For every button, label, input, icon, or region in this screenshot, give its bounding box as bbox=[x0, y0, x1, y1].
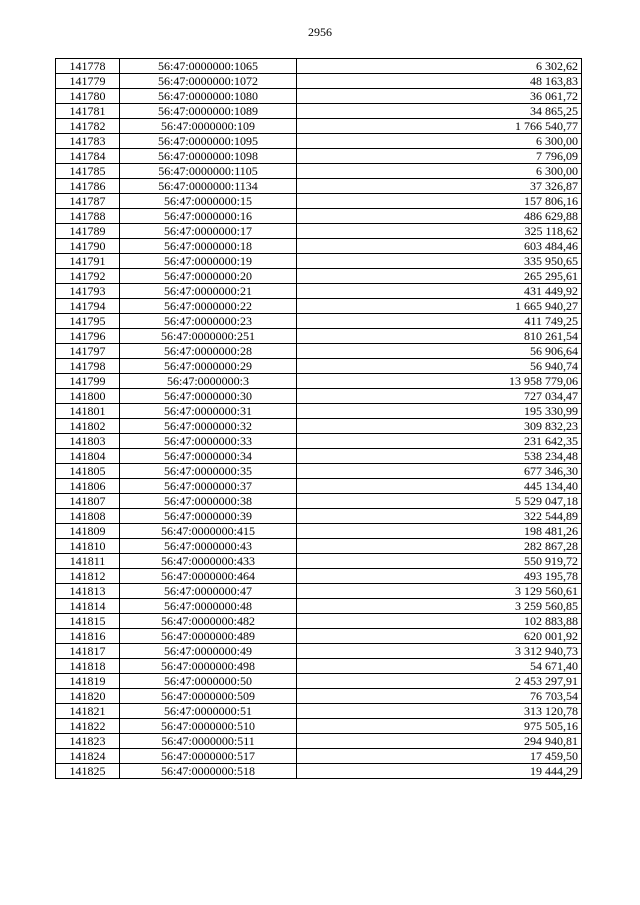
cadastral-number-cell: 56:47:0000000:1095 bbox=[120, 134, 297, 149]
row-number-cell: 141822 bbox=[56, 719, 120, 734]
cadastral-number-cell: 56:47:0000000:517 bbox=[120, 749, 297, 764]
cadastral-number-cell: 56:47:0000000:1089 bbox=[120, 104, 297, 119]
row-number-cell: 141801 bbox=[56, 404, 120, 419]
table-row bbox=[56, 389, 582, 404]
table-row bbox=[56, 224, 582, 239]
value-cell: 294 940,81 bbox=[297, 734, 582, 749]
table-row bbox=[56, 134, 582, 149]
row-number-cell: 141794 bbox=[56, 299, 120, 314]
cadastral-number-cell: 56:47:0000000:489 bbox=[120, 629, 297, 644]
page-number: 2956 bbox=[308, 25, 332, 39]
value-cell: 3 259 560,85 bbox=[297, 599, 582, 614]
row-number-cell: 141797 bbox=[56, 344, 120, 359]
cadastral-number-cell: 56:47:0000000:29 bbox=[120, 359, 297, 374]
table-row bbox=[56, 434, 582, 449]
value-cell: 322 544,89 bbox=[297, 509, 582, 524]
row-number-cell: 141814 bbox=[56, 599, 120, 614]
row-number-cell: 141806 bbox=[56, 479, 120, 494]
value-cell: 54 671,40 bbox=[297, 659, 582, 674]
row-number-cell: 141804 bbox=[56, 449, 120, 464]
value-cell: 3 129 560,61 bbox=[297, 584, 582, 599]
cadastral-number-cell: 56:47:0000000:23 bbox=[120, 314, 297, 329]
table-row bbox=[56, 59, 582, 74]
row-number-cell: 141793 bbox=[56, 284, 120, 299]
row-number-cell: 141820 bbox=[56, 689, 120, 704]
row-number-cell: 141785 bbox=[56, 164, 120, 179]
value-cell: 157 806,16 bbox=[297, 194, 582, 209]
row-number-cell: 141791 bbox=[56, 254, 120, 269]
value-cell: 493 195,78 bbox=[297, 569, 582, 584]
cadastral-number-cell: 56:47:0000000:498 bbox=[120, 659, 297, 674]
value-cell: 5 529 047,18 bbox=[297, 494, 582, 509]
value-cell: 13 958 779,06 bbox=[297, 374, 582, 389]
value-cell: 195 330,99 bbox=[297, 404, 582, 419]
cadastral-number-cell: 56:47:0000000:509 bbox=[120, 689, 297, 704]
value-cell: 6 300,00 bbox=[297, 164, 582, 179]
row-number-cell: 141781 bbox=[56, 104, 120, 119]
cadastral-number-cell: 56:47:0000000:1072 bbox=[120, 74, 297, 89]
value-cell: 3 312 940,73 bbox=[297, 644, 582, 659]
value-cell: 2 453 297,91 bbox=[297, 674, 582, 689]
cadastral-number-cell: 56:47:0000000:109 bbox=[120, 119, 297, 134]
row-number-cell: 141823 bbox=[56, 734, 120, 749]
value-cell: 727 034,47 bbox=[297, 389, 582, 404]
row-number-cell: 141796 bbox=[56, 329, 120, 344]
cadastral-number-cell: 56:47:0000000:38 bbox=[120, 494, 297, 509]
cadastral-number-cell: 56:47:0000000:20 bbox=[120, 269, 297, 284]
table-row bbox=[56, 764, 582, 779]
table-row bbox=[56, 509, 582, 524]
table-row bbox=[56, 284, 582, 299]
row-number-cell: 141824 bbox=[56, 749, 120, 764]
table-row bbox=[56, 689, 582, 704]
row-number-cell: 141802 bbox=[56, 419, 120, 434]
cadastral-number-cell: 56:47:0000000:18 bbox=[120, 239, 297, 254]
cadastral-number-cell: 56:47:0000000:39 bbox=[120, 509, 297, 524]
row-number-cell: 141816 bbox=[56, 629, 120, 644]
cadastral-number-cell: 56:47:0000000:33 bbox=[120, 434, 297, 449]
value-cell: 411 749,25 bbox=[297, 314, 582, 329]
table-row bbox=[56, 419, 582, 434]
table-row bbox=[56, 104, 582, 119]
table-row bbox=[56, 539, 582, 554]
table-row bbox=[56, 614, 582, 629]
row-number-cell: 141786 bbox=[56, 179, 120, 194]
table-row bbox=[56, 149, 582, 164]
table-row bbox=[56, 734, 582, 749]
cadastral-number-cell: 56:47:0000000:51 bbox=[120, 704, 297, 719]
value-cell: 335 950,65 bbox=[297, 254, 582, 269]
value-cell: 6 302,62 bbox=[297, 59, 582, 74]
cadastral-number-cell: 56:47:0000000:1105 bbox=[120, 164, 297, 179]
value-cell: 37 326,87 bbox=[297, 179, 582, 194]
value-cell: 56 940,74 bbox=[297, 359, 582, 374]
table-row bbox=[56, 524, 582, 539]
row-number-cell: 141825 bbox=[56, 764, 120, 779]
table-row bbox=[56, 644, 582, 659]
cadastral-number-cell: 56:47:0000000:35 bbox=[120, 464, 297, 479]
row-number-cell: 141808 bbox=[56, 509, 120, 524]
value-cell: 102 883,88 bbox=[297, 614, 582, 629]
row-number-cell: 141810 bbox=[56, 539, 120, 554]
table-row bbox=[56, 269, 582, 284]
table-row bbox=[56, 749, 582, 764]
table-row bbox=[56, 374, 582, 389]
cadastre-table bbox=[55, 58, 582, 779]
cadastral-number-cell: 56:47:0000000:433 bbox=[120, 554, 297, 569]
cadastral-number-cell: 56:47:0000000:511 bbox=[120, 734, 297, 749]
table-row bbox=[56, 659, 582, 674]
cadastral-number-cell: 56:47:0000000:1080 bbox=[120, 89, 297, 104]
row-number-cell: 141805 bbox=[56, 464, 120, 479]
table-row bbox=[56, 254, 582, 269]
cadastral-number-cell: 56:47:0000000:510 bbox=[120, 719, 297, 734]
row-number-cell: 141788 bbox=[56, 209, 120, 224]
table-row bbox=[56, 74, 582, 89]
table-row bbox=[56, 449, 582, 464]
table-row bbox=[56, 119, 582, 134]
cadastral-number-cell: 56:47:0000000:464 bbox=[120, 569, 297, 584]
table-row bbox=[56, 554, 582, 569]
cadastral-number-cell: 56:47:0000000:22 bbox=[120, 299, 297, 314]
value-cell: 550 919,72 bbox=[297, 554, 582, 569]
value-cell: 36 061,72 bbox=[297, 89, 582, 104]
table-row bbox=[56, 584, 582, 599]
value-cell: 1 665 940,27 bbox=[297, 299, 582, 314]
cadastral-number-cell: 56:47:0000000:415 bbox=[120, 524, 297, 539]
row-number-cell: 141787 bbox=[56, 194, 120, 209]
cadastral-number-cell: 56:47:0000000:1098 bbox=[120, 149, 297, 164]
value-cell: 76 703,54 bbox=[297, 689, 582, 704]
row-number-cell: 141789 bbox=[56, 224, 120, 239]
table-row bbox=[56, 209, 582, 224]
table-row bbox=[56, 359, 582, 374]
row-number-cell: 141779 bbox=[56, 74, 120, 89]
table-row bbox=[56, 494, 582, 509]
value-cell: 486 629,88 bbox=[297, 209, 582, 224]
table-row bbox=[56, 344, 582, 359]
cadastral-number-cell: 56:47:0000000:15 bbox=[120, 194, 297, 209]
row-number-cell: 141783 bbox=[56, 134, 120, 149]
value-cell: 231 642,35 bbox=[297, 434, 582, 449]
table-row bbox=[56, 674, 582, 689]
row-number-cell: 141815 bbox=[56, 614, 120, 629]
value-cell: 603 484,46 bbox=[297, 239, 582, 254]
row-number-cell: 141807 bbox=[56, 494, 120, 509]
table-row bbox=[56, 599, 582, 614]
cadastral-number-cell: 56:47:0000000:251 bbox=[120, 329, 297, 344]
cadastral-number-cell: 56:47:0000000:16 bbox=[120, 209, 297, 224]
value-cell: 34 865,25 bbox=[297, 104, 582, 119]
value-cell: 6 300,00 bbox=[297, 134, 582, 149]
cadastral-number-cell: 56:47:0000000:47 bbox=[120, 584, 297, 599]
value-cell: 17 459,50 bbox=[297, 749, 582, 764]
cadastral-number-cell: 56:47:0000000:19 bbox=[120, 254, 297, 269]
value-cell: 198 481,26 bbox=[297, 524, 582, 539]
row-number-cell: 141813 bbox=[56, 584, 120, 599]
cadastral-number-cell: 56:47:0000000:1065 bbox=[120, 59, 297, 74]
value-cell: 538 234,48 bbox=[297, 449, 582, 464]
row-number-cell: 141819 bbox=[56, 674, 120, 689]
cadastral-number-cell: 56:47:0000000:21 bbox=[120, 284, 297, 299]
row-number-cell: 141784 bbox=[56, 149, 120, 164]
value-cell: 431 449,92 bbox=[297, 284, 582, 299]
table-body bbox=[56, 59, 582, 779]
value-cell: 1 766 540,77 bbox=[297, 119, 582, 134]
table-row bbox=[56, 239, 582, 254]
cadastral-number-cell: 56:47:0000000:32 bbox=[120, 419, 297, 434]
cadastral-number-cell: 56:47:0000000:37 bbox=[120, 479, 297, 494]
cadastral-number-cell: 56:47:0000000:49 bbox=[120, 644, 297, 659]
row-number-cell: 141790 bbox=[56, 239, 120, 254]
value-cell: 7 796,09 bbox=[297, 149, 582, 164]
table-row bbox=[56, 569, 582, 584]
row-number-cell: 141778 bbox=[56, 59, 120, 74]
value-cell: 445 134,40 bbox=[297, 479, 582, 494]
row-number-cell: 141780 bbox=[56, 89, 120, 104]
row-number-cell: 141817 bbox=[56, 644, 120, 659]
table-row bbox=[56, 464, 582, 479]
table-row bbox=[56, 479, 582, 494]
cadastral-number-cell: 56:47:0000000:43 bbox=[120, 539, 297, 554]
row-number-cell: 141782 bbox=[56, 119, 120, 134]
row-number-cell: 141800 bbox=[56, 389, 120, 404]
table-row bbox=[56, 179, 582, 194]
cadastral-number-cell: 56:47:0000000:482 bbox=[120, 614, 297, 629]
value-cell: 309 832,23 bbox=[297, 419, 582, 434]
row-number-cell: 141798 bbox=[56, 359, 120, 374]
value-cell: 313 120,78 bbox=[297, 704, 582, 719]
cadastral-number-cell: 56:47:0000000:50 bbox=[120, 674, 297, 689]
table-row bbox=[56, 164, 582, 179]
value-cell: 19 444,29 bbox=[297, 764, 582, 779]
cadastral-number-cell: 56:47:0000000:48 bbox=[120, 599, 297, 614]
value-cell: 282 867,28 bbox=[297, 539, 582, 554]
cadastral-number-cell: 56:47:0000000:28 bbox=[120, 344, 297, 359]
value-cell: 265 295,61 bbox=[297, 269, 582, 284]
value-cell: 810 261,54 bbox=[297, 329, 582, 344]
cadastral-number-cell: 56:47:0000000:3 bbox=[120, 374, 297, 389]
row-number-cell: 141795 bbox=[56, 314, 120, 329]
table-row bbox=[56, 194, 582, 209]
cadastral-number-cell: 56:47:0000000:34 bbox=[120, 449, 297, 464]
value-cell: 975 505,16 bbox=[297, 719, 582, 734]
table-row bbox=[56, 314, 582, 329]
cadastral-number-cell: 56:47:0000000:1134 bbox=[120, 179, 297, 194]
cadastral-number-cell: 56:47:0000000:17 bbox=[120, 224, 297, 239]
cadastral-number-cell: 56:47:0000000:30 bbox=[120, 389, 297, 404]
value-cell: 56 906,64 bbox=[297, 344, 582, 359]
value-cell: 620 001,92 bbox=[297, 629, 582, 644]
row-number-cell: 141803 bbox=[56, 434, 120, 449]
cadastral-number-cell: 56:47:0000000:31 bbox=[120, 404, 297, 419]
row-number-cell: 141812 bbox=[56, 569, 120, 584]
value-cell: 325 118,62 bbox=[297, 224, 582, 239]
table-row bbox=[56, 704, 582, 719]
table-row bbox=[56, 629, 582, 644]
row-number-cell: 141809 bbox=[56, 524, 120, 539]
row-number-cell: 141792 bbox=[56, 269, 120, 284]
table-row bbox=[56, 89, 582, 104]
table-row bbox=[56, 719, 582, 734]
value-cell: 677 346,30 bbox=[297, 464, 582, 479]
table-row bbox=[56, 329, 582, 344]
row-number-cell: 141818 bbox=[56, 659, 120, 674]
row-number-cell: 141799 bbox=[56, 374, 120, 389]
value-cell: 48 163,83 bbox=[297, 74, 582, 89]
table-row bbox=[56, 404, 582, 419]
table-row bbox=[56, 299, 582, 314]
row-number-cell: 141811 bbox=[56, 554, 120, 569]
cadastral-number-cell: 56:47:0000000:518 bbox=[120, 764, 297, 779]
row-number-cell: 141821 bbox=[56, 704, 120, 719]
